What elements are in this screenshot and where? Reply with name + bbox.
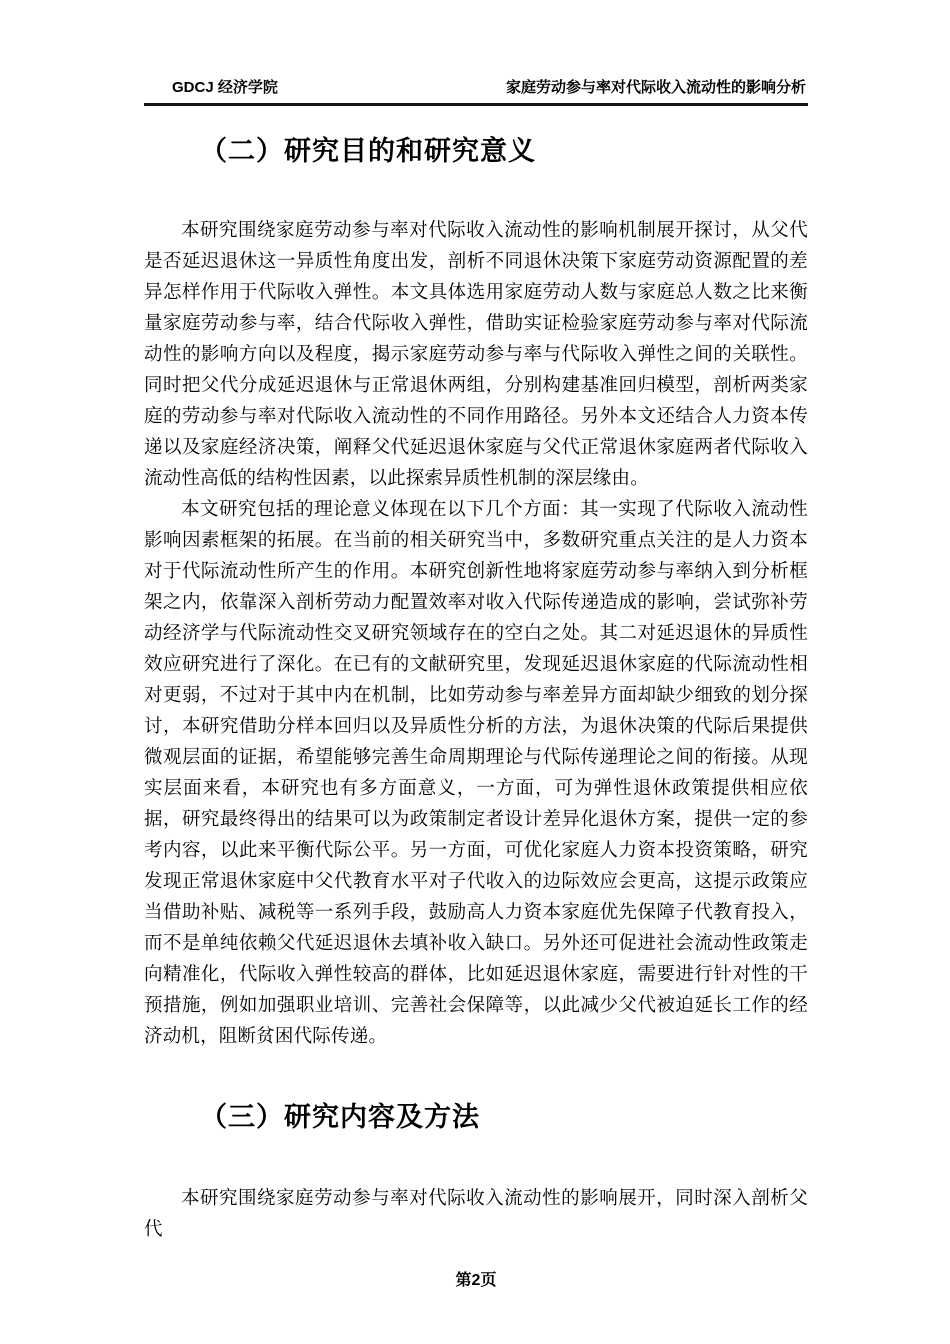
paragraph-research-purpose-2: 本文研究包括的理论意义体现在以下几个方面：其一实现了代际收入流动性影响因素框架的拓展。在当前的相关研究当中，多数研究重点关注的是人力资本对于代际流动性所产生的作用。本研究创新性地将家庭劳动参与率纳入到分析框架之内，依靠深入剖析劳动力配置效率对收入代际传递造成的影响，尝试弥补劳动经济学与代际流动性交叉研究领域存在的空白之处。其二对延迟退休的异质性效应研究进行了深化。在已有的文献研究里，发现延迟退休家庭的代际流动性相对更弱，不过对于其中内在机制，比如劳动参与率差异方面却缺少细致的划分探讨，本研究借助分样本回归以及异质性分析的方法，为退休决策的代际后果提供微观层面的证据，希望能够完善生命周期理论与代际传递理论之间的衔接。从现实层面来看，本研究也有多方面意义，一方面，可为弹性退休政策提供相应依据，研究最终得出的结果可以为政策制定者设计差异化退休方案，提供一定的参考内容，以此来平衡代际公平。另一方面，可优化家庭人力资本投资策略，研究发现正常退休家庭中父代教育水平对子代收入的边际效应会更高，这提示政策应当借助补贴、减税等一系列手段，鼓励高人力资本家庭优先保障子代教育投入，而不是单纯依赖父代延迟退休去填补收入缺口。另外还可促进社会流动性政策走向精准化，代际收入弹性较高的群体，比如延迟退休家庭，需要进行针对性的干预措施，例如加强职业培训、完善社会保障等，以此减少父代被迫延长工作的经济动机，阻断贫困代际传递。 (144, 500, 808, 1047)
section-heading-research-content: （三）研究内容及方法 (200, 1102, 480, 1132)
page-header (144, 78, 808, 98)
paragraph-research-purpose-1: 本研究围绕家庭劳动参与率对代际收入流动性的影响机制展开探讨，从父代是否延迟退休这一异质性角度出发，剖析不同退休决策下家庭劳动资源配置的差异怎样作用于代际收入弹性。本文具体选用家庭劳动人数与家庭总人数之比来衡量家庭劳动参与率，结合代际收入弹性，借助实证检验家庭劳动参与率对代际流动性的影响方向以及程度，揭示家庭劳动参与率与代际收入弹性之间的关联性。同时把父代分成延迟退休与正常退休两组，分别构建基准回归模型，剖析两类家庭的劳动参与率对代际收入流动性的不同作用路径。另外本文还结合人力资本传递以及家庭经济决策，阐释父代延迟退休家庭与父代正常退休家庭两者代际收入流动性高低的结构性因素，以此探索异质性机制的深层缘由。 (144, 221, 808, 489)
header-doc-title: 家庭劳动参与率对代际收入流动性的影响分析 (505, 79, 806, 96)
header-rule (144, 103, 808, 106)
page-number: 第2页 (455, 1272, 497, 1289)
paragraph-research-content-1: 本研究围绕家庭劳动参与率对代际收入流动性的影响展开，同时深入剖析父代 (144, 1189, 808, 1240)
header-school-label: GDCJ 经济学院 (172, 79, 278, 96)
section-heading-research-purpose: （二）研究目的和研究意义 (200, 136, 536, 166)
